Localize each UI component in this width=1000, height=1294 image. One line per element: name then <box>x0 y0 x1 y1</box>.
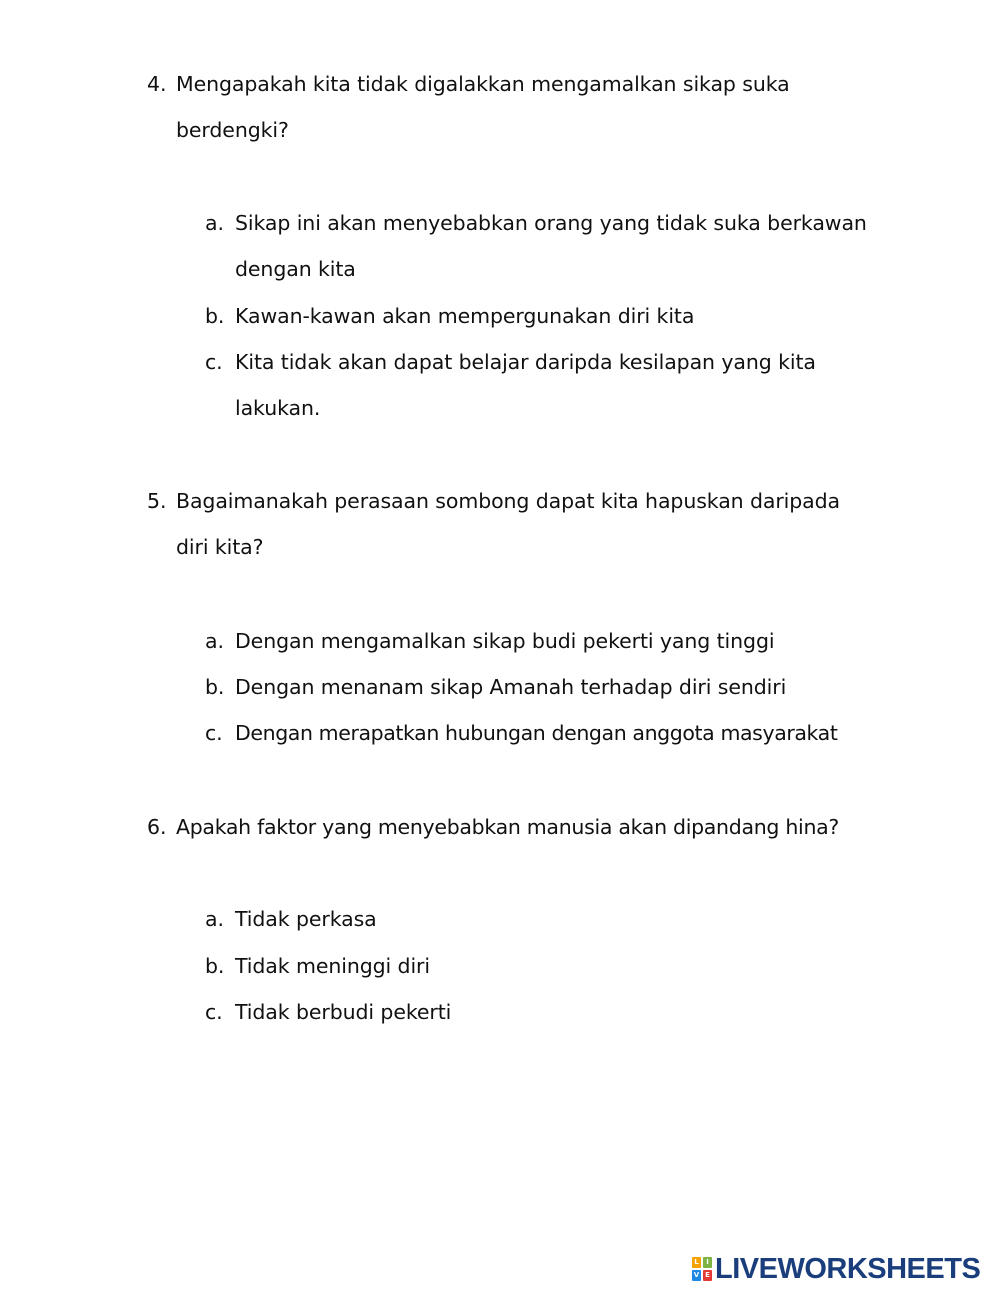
option-letter: b. <box>205 954 225 978</box>
option-6b <box>205 943 885 989</box>
option-letter: a. <box>205 629 224 653</box>
option-text: Tidak perkasa <box>235 907 377 931</box>
option-text: Tidak meninggi diri <box>235 954 430 978</box>
option-text: Sikap ini akan menyebabkan orang yang tidak suka berkawan dengan kita <box>235 211 867 281</box>
option-text: Dengan mengamalkan sikap budi pekerti yang tinggi <box>235 629 775 653</box>
question-number: 6. <box>147 815 167 839</box>
logo-text: LIVEWORKSHEETS <box>715 1253 981 1285</box>
option-6a <box>205 896 885 942</box>
option-4c <box>205 339 885 431</box>
option-letter: a. <box>205 211 224 235</box>
option-text: Dengan menanam sikap Amanah terhadap diri sendiri <box>235 675 787 699</box>
question-text: Mengapakah kita tidak digalakkan mengamalkan sikap suka berdengki? <box>176 72 790 142</box>
logo-grid-cell: I <box>703 1257 712 1268</box>
logo-grid-cell: L <box>692 1257 701 1268</box>
option-letter: b. <box>205 675 225 699</box>
option-text: Dengan merapatkan hubungan dengan anggota masyarakat <box>235 721 838 745</box>
question-4 <box>147 61 867 153</box>
option-5a <box>205 618 885 664</box>
option-5b <box>205 664 885 710</box>
question-6 <box>147 804 867 850</box>
option-5c <box>205 710 885 756</box>
option-letter: c. <box>205 1000 223 1024</box>
logo-grid-cell: V <box>693 1271 700 1279</box>
question-5 <box>147 478 867 570</box>
option-letter: a. <box>205 907 224 931</box>
option-text: Kita tidak akan dapat belajar daripda kesilapan yang kita lakukan. <box>235 350 816 420</box>
question-text: Bagaimanakah perasaan sombong dapat kita hapuskan daripada diri kita? <box>176 489 841 559</box>
option-text: Kawan-kawan akan mempergunakan diri kita <box>235 304 695 328</box>
option-letter: c. <box>205 350 223 374</box>
question-number: 5. <box>147 489 167 513</box>
liveworksheets-logo <box>692 1254 980 1284</box>
option-letter: b. <box>205 304 225 328</box>
option-4a <box>205 200 885 292</box>
question-number: 4. <box>147 72 167 96</box>
option-letter: c. <box>205 721 223 745</box>
liveworksheets-logo-icon <box>692 1257 712 1281</box>
option-4b <box>205 293 885 339</box>
logo-grid-cell: E <box>703 1270 712 1281</box>
option-6c <box>205 989 885 1035</box>
option-text: Tidak berbudi pekerti <box>235 1000 452 1024</box>
question-text: Apakah faktor yang menyebabkan manusia akan dipandang hina? <box>176 815 839 839</box>
